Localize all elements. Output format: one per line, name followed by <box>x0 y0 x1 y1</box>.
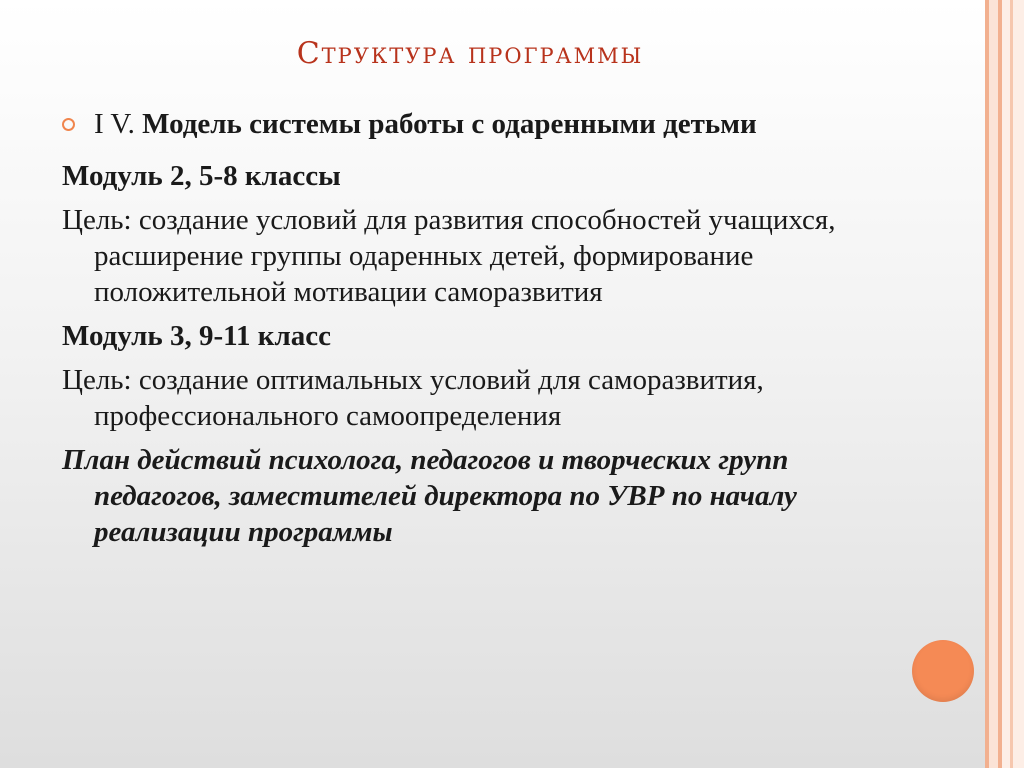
circle-bullet-icon <box>62 118 75 131</box>
module-3-heading: Модуль 3, 9-11 класс <box>62 320 331 352</box>
border-stripe <box>989 0 998 768</box>
decorative-circle <box>912 640 974 702</box>
module-3-goal: Цель: создание оптимальных условий для саморазвития, профессионального самоопределения <box>62 364 764 432</box>
slide-title: Структура программы <box>296 36 644 71</box>
border-stripe <box>1010 0 1013 768</box>
bullet-item <box>62 106 912 142</box>
section-number: I V. <box>94 108 143 140</box>
module-2-goal: Цель: создание условий для развития способностей учащихся, расширение группы одаренных детей, формирование положительной мотивации саморазвития <box>62 204 836 308</box>
action-plan-text: План действий психолога, педагогов и творческих групп педагогов, заместителей директора по УВР по началу реализации программы <box>62 444 797 548</box>
slide-content <box>62 106 912 558</box>
border-stripe <box>1002 0 1024 768</box>
module-2-heading: Модуль 2, 5-8 классы <box>62 160 341 192</box>
section-title: Модель системы работы с одаренными детьми <box>142 108 757 140</box>
